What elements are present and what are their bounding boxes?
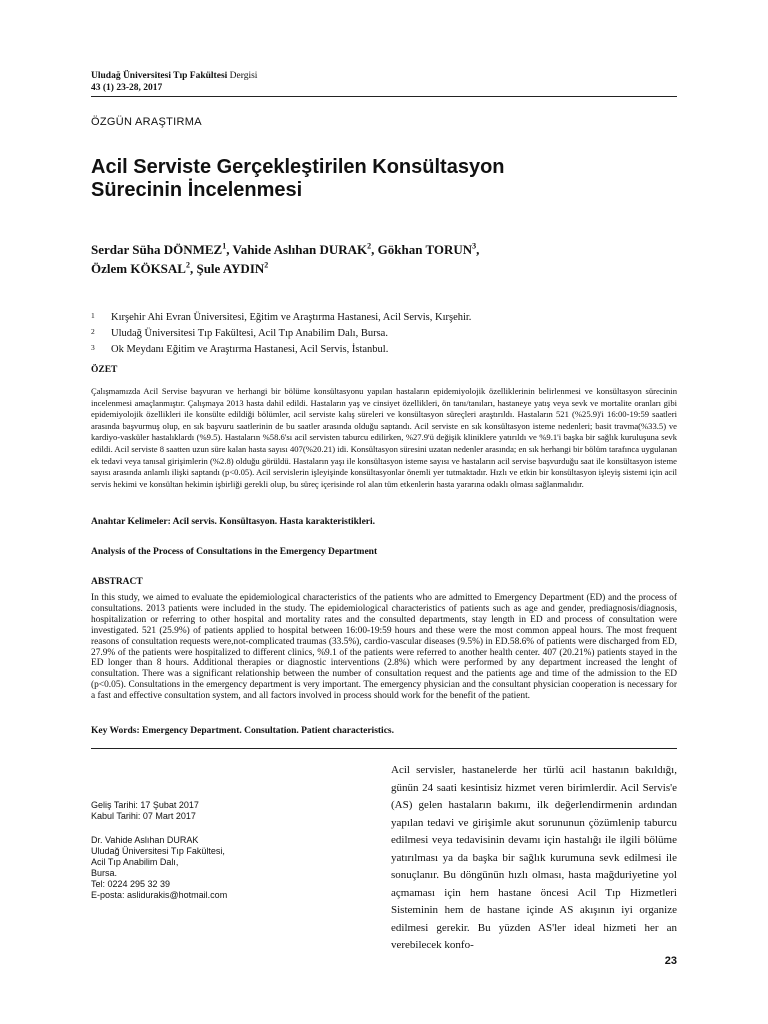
title-line-2: Sürecinin İncelenmesi	[91, 179, 303, 201]
affiliation-number: 1	[91, 311, 95, 320]
affiliation-text: Uludağ Üniversitesi Tıp Fakültesi, Acil Tıp Anabilim Dalı, Bursa.	[111, 328, 388, 339]
correspondence-line: Tel: 0224 295 32 39	[91, 879, 171, 889]
accepted-date: Kabul Tarihi: 07 Mart 2017	[91, 811, 196, 821]
author-affil-marker: 2	[264, 260, 269, 270]
correspondence-line: Bursa.	[91, 868, 118, 878]
body-text: Acil servisler, hastanelerde her türlü acil hastanın bakıldığı, günün 24 saati kesintisiz hizmet veren birimlerdir. Acil Servis'e (AS) gelen hastaların bakımı, ilk değerlendirmenin ardından yapılan tedavi ve girişimle akut sorununun çözümlenip taburcu edilmesi veya tedavisinin devamı için hastalığı ile ilgili bölüme yatırılması ya da başka bir sağlık kurumuna sevk edilmesi ile sonuçlanır. Bu döngünün hızlı olması, hasta mağduriyetine yol açmaması için hem hastane öncesi Acil Tıp Hizmetleri Sisteminin hem de hastane içinde AS akışının iyi organize edilmesi gerekir. Bu yüzden AS'ler ideal hizmeti her an verebilecek konfo-	[391, 764, 677, 951]
author-line-2	[91, 259, 691, 278]
correspondence-line: Dr. Vahide Aslıhan DURAK	[91, 835, 199, 845]
author-separator: ,	[476, 242, 480, 257]
header-divider	[91, 96, 677, 97]
affiliation-number: 3	[91, 343, 95, 352]
section-divider	[91, 748, 677, 749]
author-name: Özlem KÖKSAL	[91, 261, 186, 276]
keywords-turkish: Anahtar Kelimeler: Acil servis. Konsültasyon. Hasta karakteristikleri.	[91, 517, 376, 527]
affiliation-text: Kırşehir Ahi Evran Üniversitesi, Eğitim ve Araştırma Hastanesi, Acil Servis, Kırşehir.	[111, 312, 472, 323]
affiliation-number: 2	[91, 327, 95, 336]
author-name: Şule AYDIN	[196, 261, 265, 276]
article-title	[91, 156, 651, 202]
article-dates	[91, 800, 351, 822]
author-name: Serdar Süha DÖNMEZ	[91, 242, 223, 257]
author-affil-marker: 1	[222, 241, 227, 251]
abstract-heading: ABSTRACT	[91, 577, 143, 587]
journal-volume: 43 (1) 23-28, 2017	[91, 83, 163, 93]
author-separator: ,	[371, 242, 378, 257]
affiliation-item	[91, 310, 681, 326]
journal-header	[91, 70, 257, 94]
affiliation-text: Ok Meydanı Eğitim ve Araştırma Hastanesi, Acil Servis, İstanbul.	[111, 344, 389, 355]
author-name: Vahide Aslıhan DURAK	[232, 242, 368, 257]
author-separator: ,	[226, 242, 233, 257]
author-separator: ,	[189, 261, 197, 276]
page-number: 23	[664, 955, 677, 967]
affiliation-item	[91, 326, 681, 342]
ozet-body: Çalışmamızda Acil Servise başvuran ve herhangi bir bölüme konsültasyonu yapılan hastaların epidemiyolojik özelliklerinin belirlenmesi ve konsültasyon sürecinin incelenmesi amaçlanmıştır. Çalışmaya 2013 hasta dahil edildi. Hastaların yaş ve cinsiyet özellikleri, ön tanı/tanıları, hastaneye yatış veya sevk ve mortalite oranları gibi epidemiyolojik özellikleri ile konsülte edildiği bölümler, acil serviste kalış süreleri ve konsültasyon süreçleri araştırıldı. Hastaların 521 (%25.9)'i 16:00-19:59 saatleri arasında başvurmuş olup, en sık başvuru saatlerinin de bu saatler arasında olduğu saptandı. Acil serviste en sık konsültasyon isteme nedenleri; basit travma(%33.5) ve kardiyo-vasküler hastalıklardı (%9.5). Hastaların %58.6'sı acil servisten taburcu edilirken, %27.9'ü değişik kliniklere yatırıldı ve %9.1'i başka bir sağlık kuruluşuna sevk edildi. Acil serviste 8 saatten uzun süre kalan hasta sayısı 407(%20.21) idi. Konsültasyon süresini uzatan nedenler arasında; en sık herhangi bir bölüm tarafınca uygulanan ek tedavi veya tanısal girişimlerin (%2.8) olduğu görüldü. Hastaların yaşı ile konsültasyon isteme sayısı ve hastaların acil servise başvurduğu saat ile konsültasyon isteme sayısı arasında anlamlı ilişki saptandı (p<0.05). Acil servislerin işleyişinde konsültasyonlar önemli yer tutmaktadır. Hızlı ve etkin bir konsültasyon işleyiş sistemi için acil servis hekimi ve konsültan hekimin işbirliği gerekli olup, bu süreç içerisinde rol alan tüm etkenlerin hasta yararına odaklı olması sağlanmalıdır.	[91, 386, 677, 489]
author-name: Gökhan TORUN	[377, 242, 473, 257]
correspondence-line: Uludağ Üniversitesi Tıp Fakültesi,	[91, 846, 225, 856]
ozet-heading: ÖZET	[91, 365, 118, 375]
correspondence-block	[91, 835, 351, 901]
author-line-1	[91, 240, 691, 259]
title-line-1: Acil Serviste Gerçekleştirilen Konsültasyon	[91, 156, 505, 178]
author-affil-marker: 2	[367, 241, 372, 251]
section-label: ÖZGÜN ARAŞTIRMA	[91, 116, 202, 128]
author-affil-marker: 2	[185, 260, 190, 270]
author-list	[91, 240, 691, 278]
abstract-body: In this study, we aimed to evaluate the epidemiological characteristics of the patients who are admitted to Emergency Department (ED) and the process of consultations. 2013 patients were included in the study. The epidemiological characteristics of patients such as age and gender, prediagnosis/diagnosis, hospitalization or referring to other hospital and mortality rates and the consulted departments, stay length in ED and process of consultation were investigated. 521 (25.9%) of patients applied to hospital between 16:00-19:59 hours and these were the most common appeal hours. The most frequent reasons of consultation requests were,not-complicated traumas (33.5%), cardio-vascular diseases (9.5%) in ED.58.6% of patients were discharged from ED, 27.9% of the patients were hospitalized to different clinics, %9.1 of the patients were referred to another health center. 407 (20.21%) patients stayed in the ED longer than 8 hours. Additional therapies or diagnostic interventions (2.8%) which were performed by any department increased the lenght of consultation. There was a significant relationship between the number of consultation request and the patients age and time of the admission to the ED (p<0.05). Consultations in the emergency department is very important. The emergency physician and the consultant physician cooperation is necessary for a fast and effective consultation system, and all factors involved in process should work for the benefit of the patient.	[91, 593, 677, 702]
author-affil-marker: 3	[472, 241, 477, 251]
keywords-english: Key Words: Emergency Department. Consultation. Patient characteristics.	[91, 726, 394, 736]
affiliation-list	[91, 310, 681, 358]
journal-name: Uludağ Üniversitesi Tıp Fakültesi	[91, 71, 228, 81]
correspondence-email: E-posta: aslidurakis@hotmail.com	[91, 890, 228, 900]
correspondence-line: Acil Tıp Anabilim Dalı,	[91, 857, 179, 867]
journal-name-suffix: Dergisi	[227, 71, 258, 81]
english-title: Analysis of the Process of Consultations in the Emergency Department	[91, 547, 378, 557]
received-date: Geliş Tarihi: 17 Şubat 2017	[91, 800, 199, 810]
affiliation-item	[91, 342, 681, 358]
